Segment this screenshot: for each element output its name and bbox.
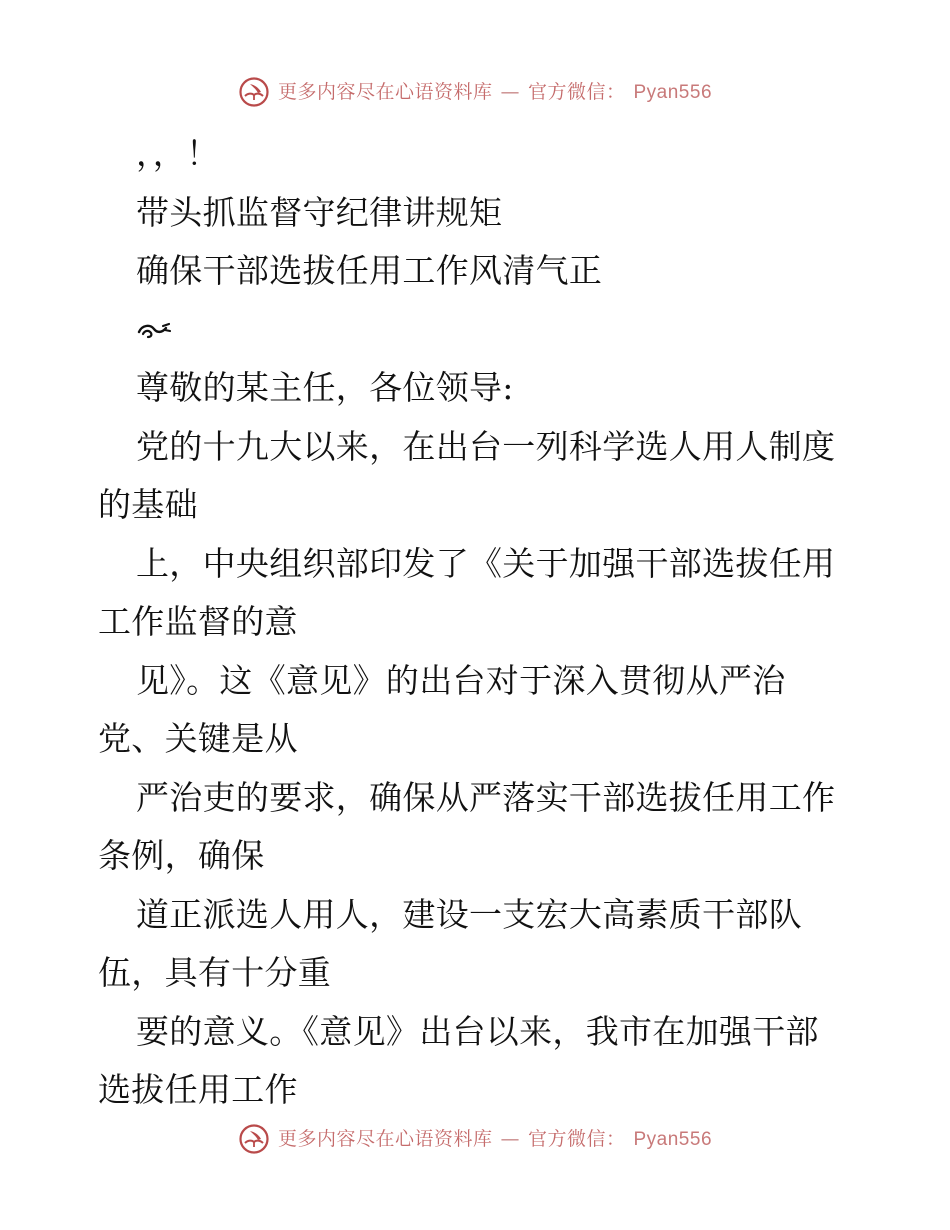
header-wechat-label: 官方微信：	[527, 80, 626, 103]
paragraph-line: 伍，具有十分重	[98, 953, 332, 992]
footer-separator: —	[500, 1127, 520, 1150]
document-body	[98, 125, 858, 1120]
header-separator: —	[500, 80, 520, 103]
paragraph-line: 道正派选人用人，建设一支宏大高素质干部队	[136, 894, 802, 934]
footer-wechat-label: 官方微信：	[527, 1127, 626, 1150]
paragraph-line: 条例，确保	[98, 836, 265, 875]
header-wechat-id: Pyan556	[633, 81, 713, 103]
paragraph-line: 要的意义。《意见》出台以来，我市在加强干部	[136, 1011, 819, 1051]
paragraph-line: 的基础	[98, 485, 198, 524]
book-quill-logo-icon	[238, 76, 270, 108]
paragraph-line: 见》。这《意见》的出台对于深入贯彻从严治	[136, 660, 786, 700]
footer-brand-text: 更多内容尽在心语资料库	[277, 1127, 493, 1150]
salutation-line: 尊敬的某主任，各位领导:	[136, 368, 514, 407]
footer-wechat-id: Pyan556	[633, 1128, 713, 1150]
paragraph-line: 工作监督的意	[98, 602, 298, 641]
paragraph-line: 党、关键是从	[98, 719, 298, 758]
paragraph-line: 选拔任用工作	[98, 1070, 298, 1109]
header-brand-text: 更多内容尽在心语资料库	[277, 80, 493, 103]
decorative-flourish-icon	[136, 318, 172, 342]
paragraph-line: 党的十九大以来，在出台一列科学选人用人制度	[136, 426, 836, 466]
paragraph-line: 上，中央组织部印发了《关于加强干部选拔任用	[136, 543, 836, 583]
page-footer	[0, 1119, 950, 1159]
book-quill-logo-icon	[238, 1123, 270, 1155]
text-line: ，，！	[136, 134, 220, 173]
flourish-row	[98, 301, 858, 360]
subtitle-line: 确保干部选拔任用工作风清气正	[136, 251, 603, 290]
paragraph-line: 严治吏的要求，确保从严落实干部选拔任用工作	[136, 777, 836, 817]
title-line: 带头抓监督守纪律讲规矩	[136, 192, 503, 232]
page-header	[0, 72, 950, 112]
